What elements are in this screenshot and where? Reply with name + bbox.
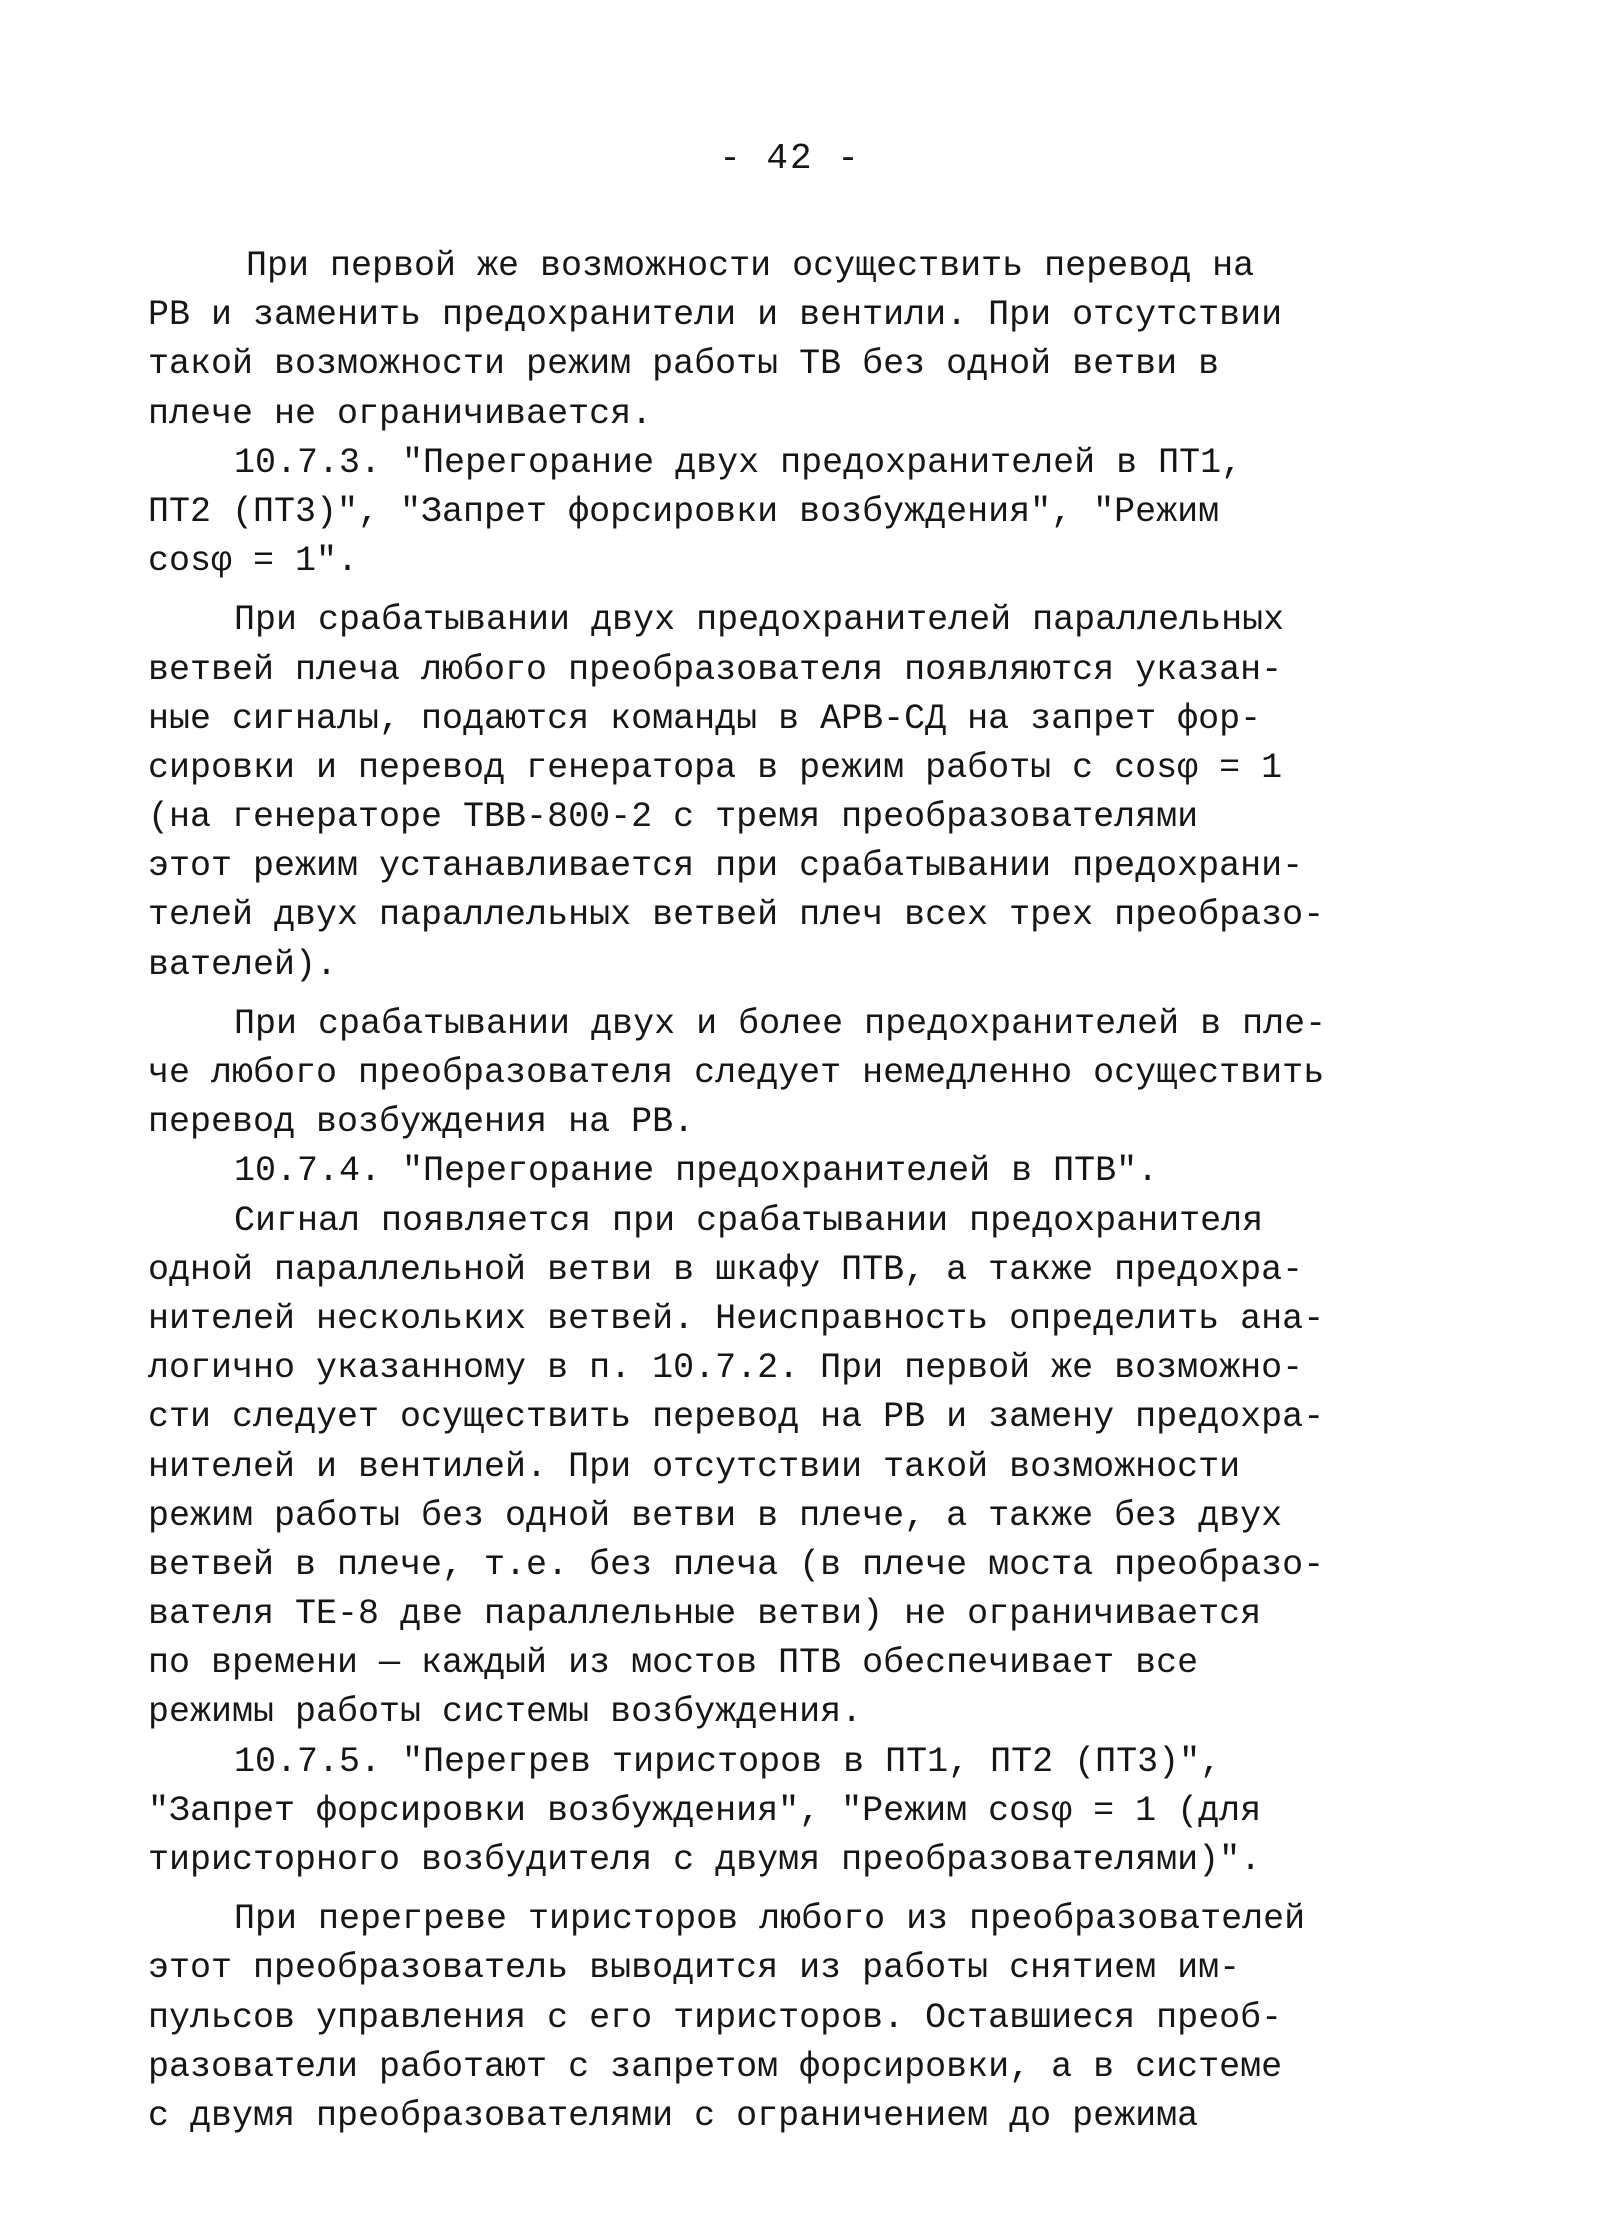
text-line: вателей). bbox=[148, 944, 338, 985]
text-line: (на генераторе ТВВ-800-2 с тремя преобразователями bbox=[148, 797, 1199, 838]
text-line: При перегреве тиристоров любого из преобразователей bbox=[234, 1899, 1306, 1940]
text-line: ные сигналы, подаются команды в АРВ-СД на запрет фор- bbox=[148, 698, 1262, 739]
text-line: сировки и перевод генератора в режим работы с cosφ = 1 bbox=[148, 747, 1283, 788]
text-line: нителей и вентилей. При отсутствии такой возможности bbox=[148, 1446, 1241, 1487]
document-body bbox=[148, 242, 1448, 2141]
text-line: При срабатывании двух предохранителей параллельных bbox=[234, 600, 1285, 641]
text-line: режим работы без одной ветви в плече, а также без двух bbox=[148, 1495, 1283, 1536]
text-line: с двумя преобразователями с ограничением до режима bbox=[148, 2095, 1199, 2136]
text-line: разователи работают с запретом форсировки, а в системе bbox=[148, 2046, 1283, 2087]
text-line: Сигнал появляется при срабатывании предохранителя bbox=[234, 1200, 1264, 1241]
text-line: телей двух параллельных ветвей плеч всех трех преобразо- bbox=[148, 895, 1325, 936]
text-line: пульсов управления с его тиристоров. Оставшиеся преоб- bbox=[148, 1997, 1283, 2038]
text-line: перевод возбуждения на РВ. bbox=[148, 1102, 695, 1143]
text-line: режимы работы системы возбуждения. bbox=[148, 1692, 863, 1733]
text-line: тиристорного возбудителя с двумя преобразователями)". bbox=[148, 1840, 1262, 1880]
text-line: по времени — каждый из мостов ПТВ обеспечивает все bbox=[148, 1643, 1199, 1684]
text-line: ветвей плеча любого преобразователя появляются указан- bbox=[148, 649, 1283, 690]
text-line: плече не ограничивается. bbox=[148, 393, 653, 434]
text-line: логично указанному в п. 10.7.2. При первой же возможно- bbox=[148, 1348, 1304, 1389]
text-line: При первой же возможности осуществить перевод на bbox=[246, 246, 1255, 286]
text-line: ветвей в плече, т.е. без плеча (в плече моста преобразо- bbox=[148, 1544, 1325, 1585]
text-line: вателя ТЕ-8 две параллельные ветви) не ограничивается bbox=[148, 1594, 1262, 1635]
text-line: сти следует осуществить перевод на РВ и замену предохра- bbox=[148, 1397, 1325, 1438]
text-line: cosφ = 1". bbox=[148, 541, 359, 582]
text-line: нителей нескольких ветвей. Неисправность определить ана- bbox=[148, 1298, 1325, 1339]
text-line: При срабатывании двух и более предохранителей в пле- bbox=[234, 1003, 1327, 1044]
text-line: одной параллельной ветви в шкафу ПТВ, а также предохра- bbox=[148, 1249, 1304, 1290]
text-line: такой возможности режим работы ТВ без одной ветви в bbox=[148, 344, 1220, 385]
page-number: - 42 - bbox=[719, 138, 861, 179]
section-heading-10-7-5: 10.7.5. "Перегрев тиристоров в ПТ1, ПТ2 (ПТ3)", bbox=[234, 1741, 1222, 1782]
text-line: этот режим устанавливается при срабатывании предохрани- bbox=[148, 846, 1304, 887]
text-line: РВ и заменить предохранители и вентили. При отсутствии bbox=[148, 295, 1283, 336]
text-line: этот преобразователь выводится из работы снятием им- bbox=[148, 1948, 1241, 1989]
text-line: че любого преобразователя следует немедленно осуществить bbox=[148, 1053, 1325, 1093]
section-heading-10-7-3: 10.7.3. "Перегорание двух предохранителей в ПТ1, bbox=[234, 442, 1243, 483]
section-heading-10-7-4: 10.7.4. "Перегорание предохранителей в ПТВ". bbox=[234, 1151, 1159, 1192]
text-line: ПТ2 (ПТ3)", "Запрет форсировки возбуждения", "Режим bbox=[148, 491, 1220, 532]
text-line: "Запрет форсировки возбуждения", "Режим cosφ = 1 (для bbox=[148, 1790, 1262, 1831]
